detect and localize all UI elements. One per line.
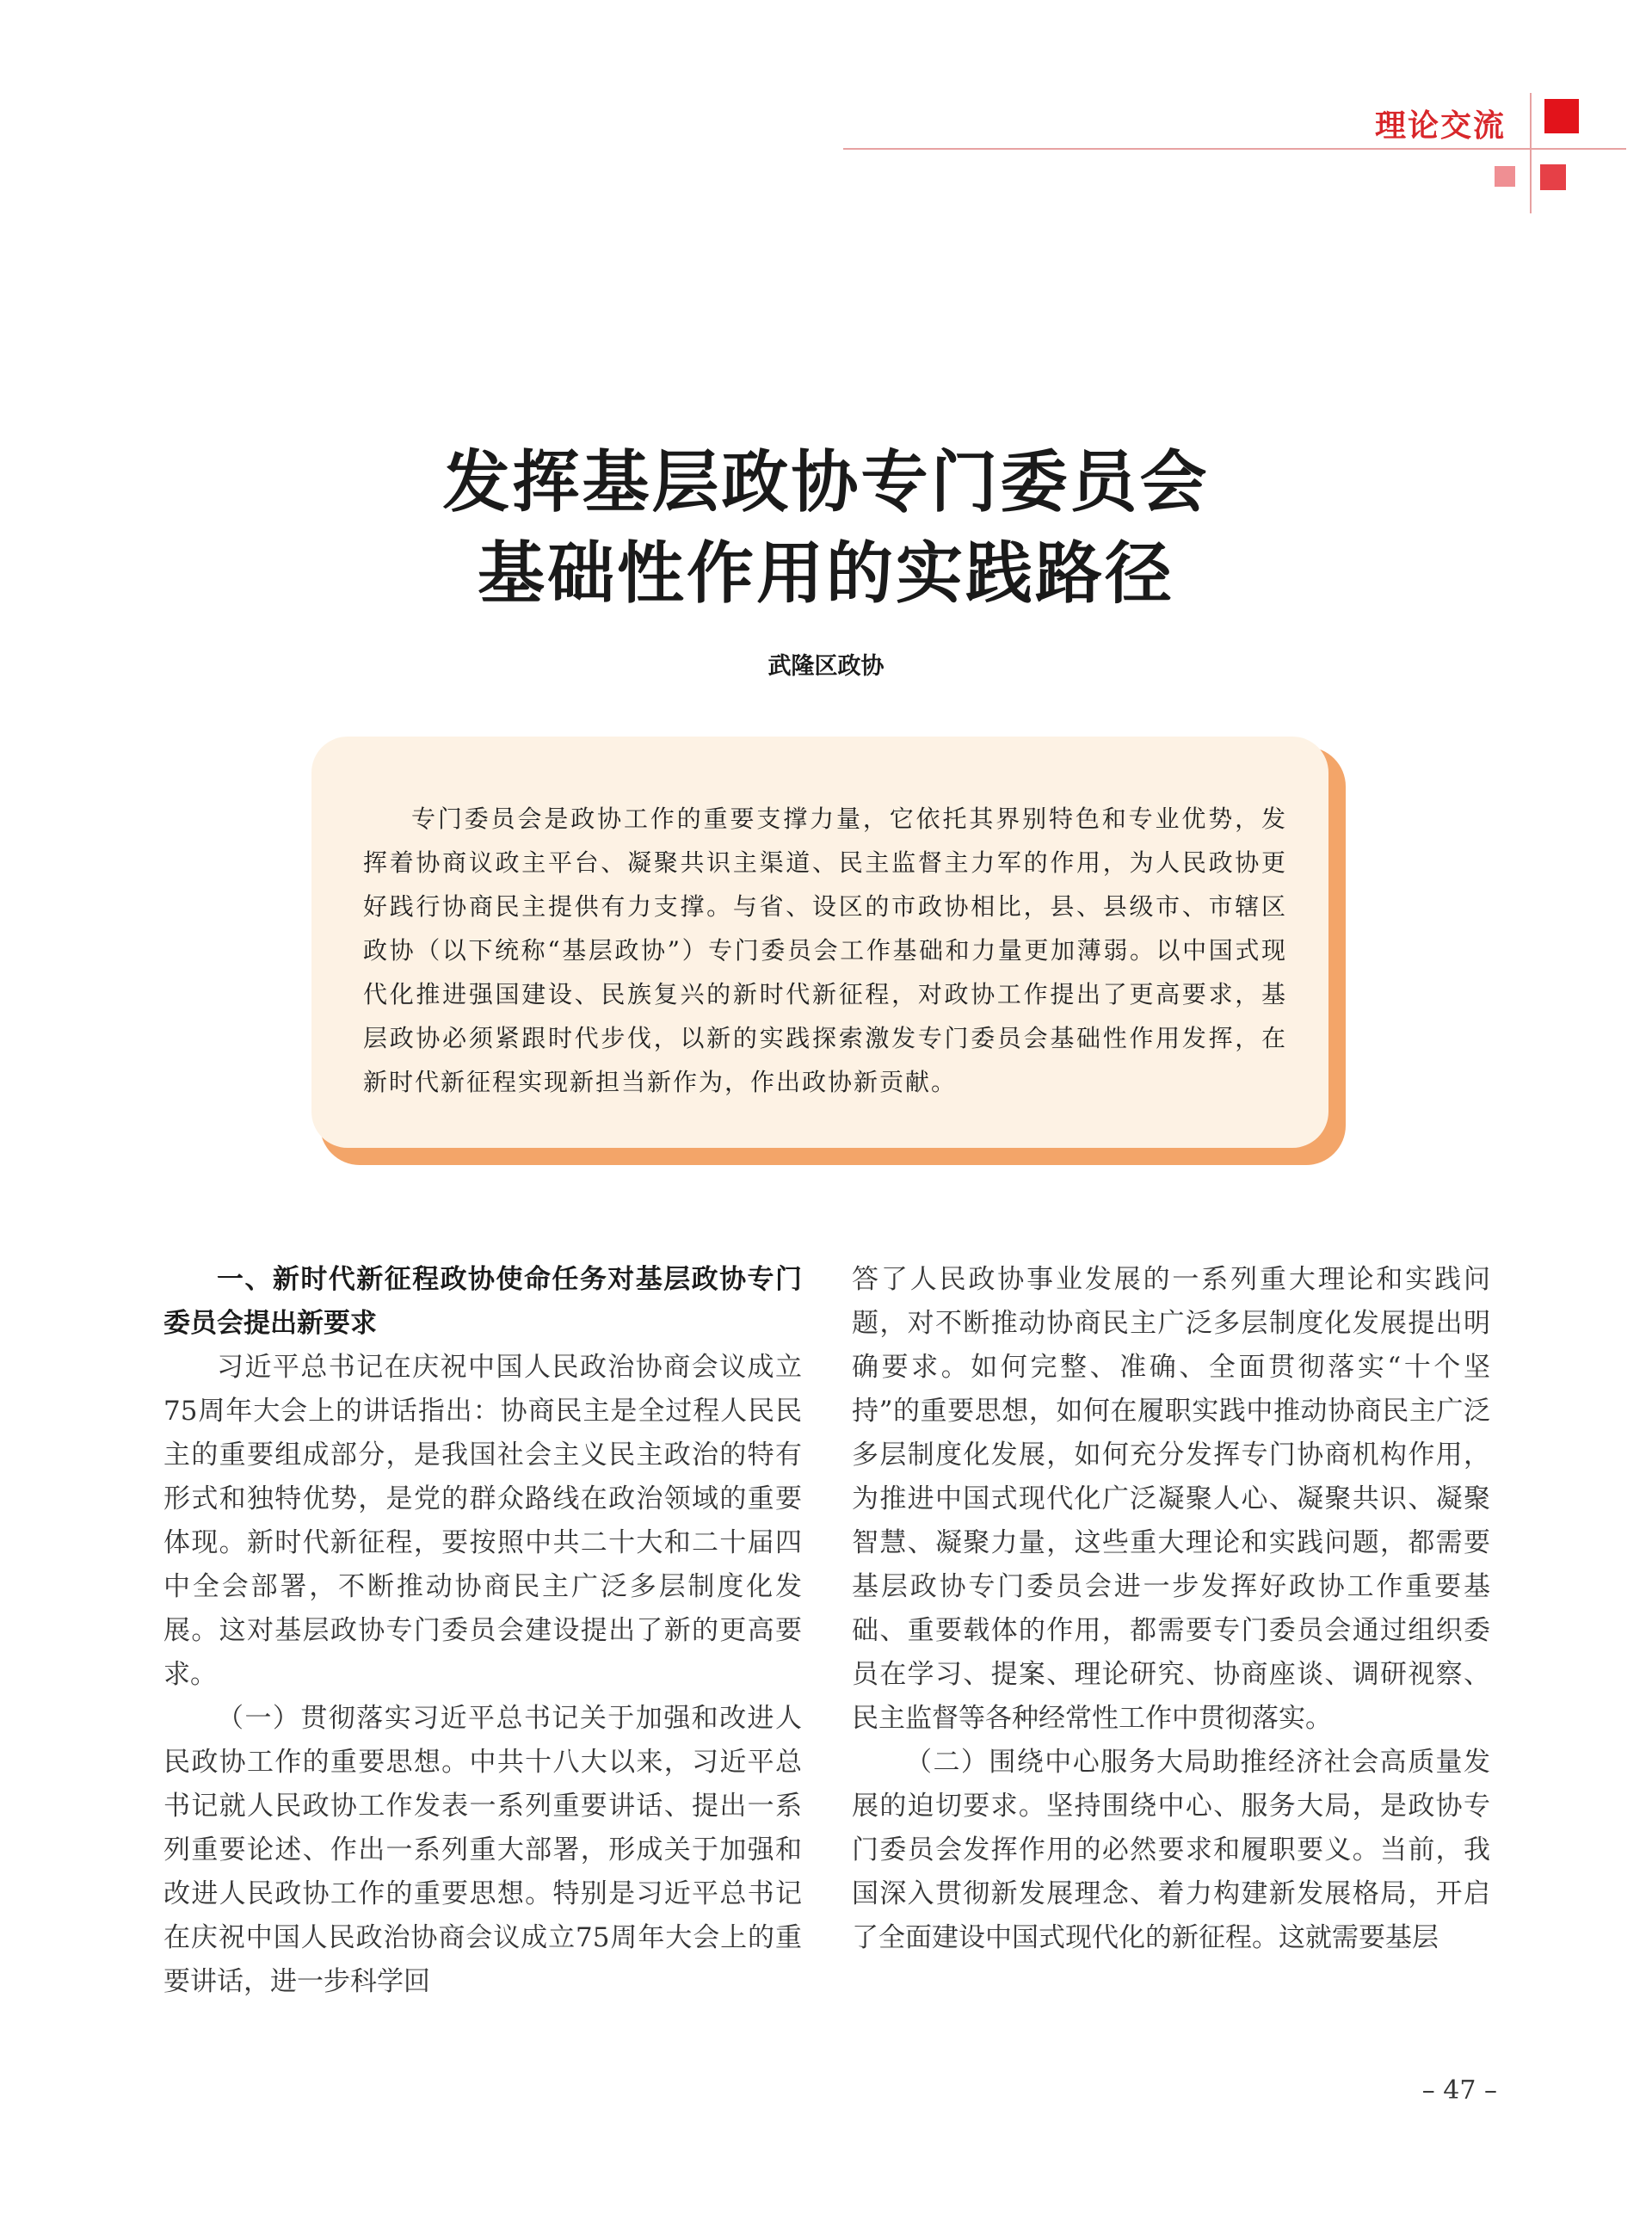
- abstract-text: 专门委员会是政协工作的重要支撑力量，它依托其界别特色和专业优势，发挥着协商议政主平台、凝聚共识主渠道、民主监督主力军的作用，为人民政协更好践行协商民主提供有力支撑。与省、设区的市政协相比，县、县级市、市辖区政协（以下统称“基层政协”）专门委员会工作基础和力量更加薄弱。以中国式现代化推进强国建设、民族复兴的新时代新征程，对政协工作提出了更高要求，基层政协必须紧跟时代步伐，以新的实践探索激发专门委员会基础性作用发挥，在新时代新征程实现新担当新作为，作出政协新贡献。: [363, 805, 1287, 1096]
- red-square-decoration: [1544, 99, 1579, 133]
- pink-square-decoration: [1495, 166, 1515, 187]
- paragraph-continued: 答了人民政协事业发展的一系列重大理论和实践问题，对不断推动协商民主广泛多层制度化发展提出明确要求。如何完整、准确、全面贯彻落实“十个坚持”的重要思想，如何在履职实践中推动协商民主广泛多层制度化发展，如何充分发挥专门协商机构作用，为推进中国式现代化广泛凝聚人心、凝聚共识、凝聚智慧、凝聚力量，这些重大理论和实践问题，都需要基层政协专门委员会进一步发挥好政协工作重要基础、重要载体的作用，都需要专门委员会通过组织委员在学习、提案、理论研究、协商座谈、调研视察、民主监督等各种经常性工作中贯彻落实。: [852, 1264, 1490, 1734]
- header-divider: [843, 148, 1626, 150]
- abstract-box: [311, 737, 1328, 1148]
- header-vertical-line: [1530, 93, 1532, 213]
- article-title-line-1: 发挥基层政协专门委员会: [442, 444, 1210, 521]
- section-heading: 一、新时代新征程政协使命任务对基层政协专门委员会提出新要求: [163, 1264, 802, 1339]
- paragraph: （二）围绕中心服务大局助推经济社会高质量发展的迫切要求。坚持围绕中心、服务大局，是政协专门委员会发挥作用的必然要求和履职要义。当前，我国深入贯彻新发展理念、着力构建新发展格局，开启了全面建设中国式现代化的新征程。这就需要基层: [852, 1747, 1490, 1953]
- red-small-square-decoration: [1540, 164, 1566, 190]
- body-column-right: [852, 1258, 1490, 1960]
- body-column-left: [163, 1258, 802, 2004]
- article-author: 武隆区政协: [767, 653, 885, 680]
- paragraph: 习近平总书记在庆祝中国人民政治协商会议成立75周年大会上的讲话指出：协商民主是全过程人民民主的重要组成部分，是我国社会主义民主政治的特有形式和独特优势，是党的群众路线在政治领域的重要体现。新时代新征程，要按照中共二十大和二十届四中全会部署，不断推动协商民主广泛多层制度化发展。这对基层政协专门委员会建设提出了新的更高要求。: [163, 1352, 802, 1690]
- article-title-line-2: 基础性作用的实践路径: [477, 535, 1174, 613]
- paragraph: （一）贯彻落实习近平总书记关于加强和改进人民政协工作的重要思想。中共十八大以来，习近平总书记就人民政协工作发表一系列重要讲话、提出一系列重要论述、作出一系列重大部署，形成关于加强和改进人民政协工作的重要思想。特别是习近平总书记在庆祝中国人民政治协商会议成立75周年大会上的重要讲话，进一步科学回: [163, 1703, 802, 1997]
- section-label: 理论交流: [1374, 108, 1506, 144]
- page-number: – 47 –: [1421, 2075, 1497, 2106]
